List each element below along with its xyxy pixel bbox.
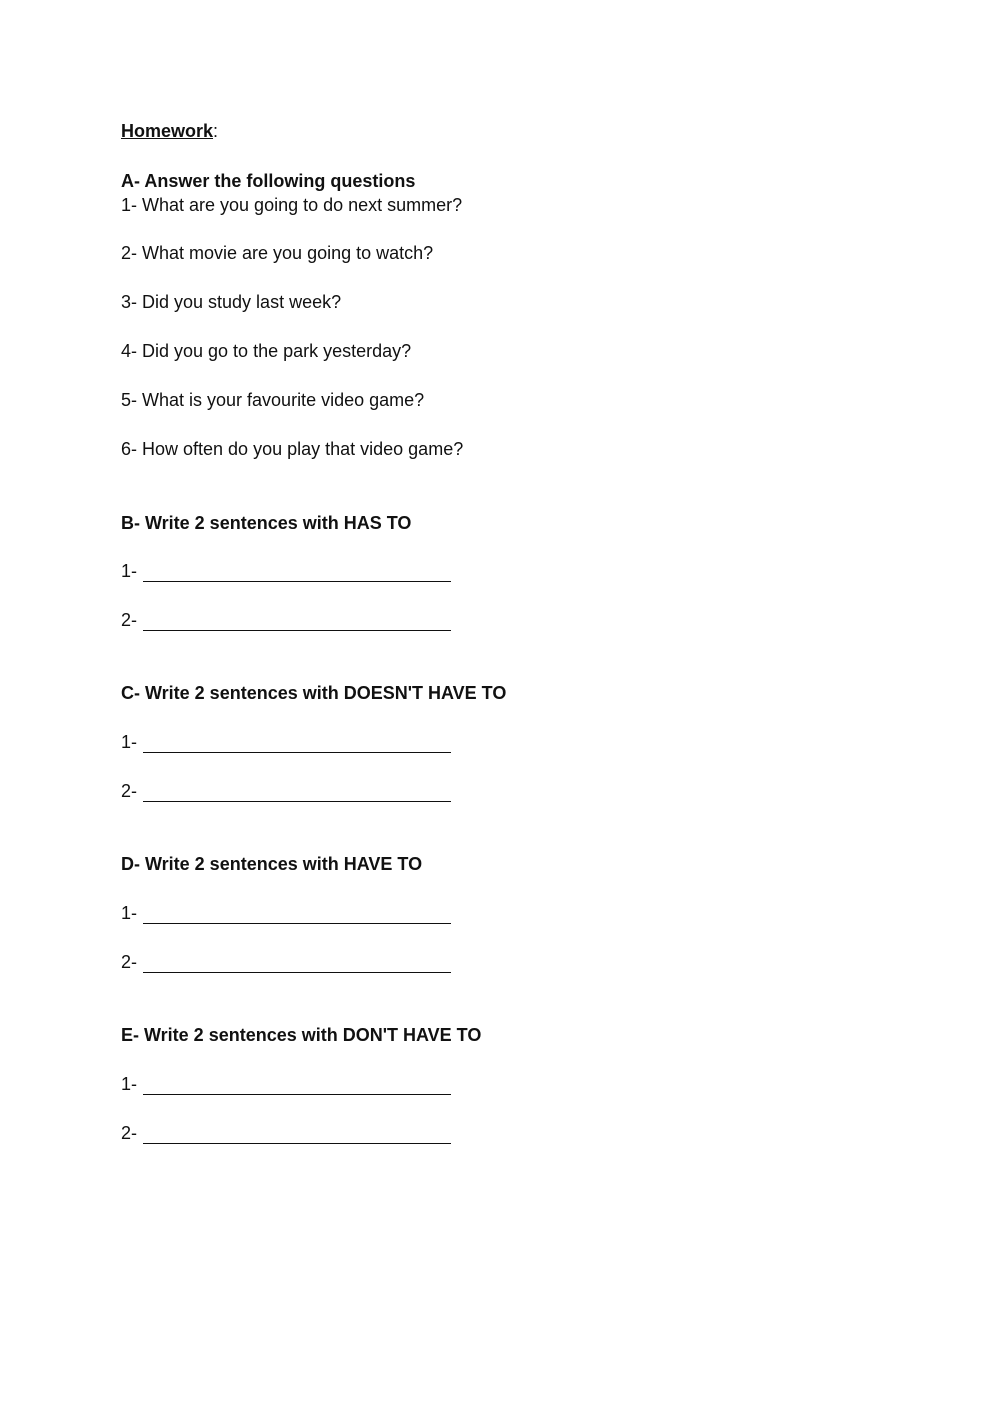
section-b-answer-1 <box>121 560 451 582</box>
answer-number: 1- <box>121 561 138 581</box>
question-1: 1- What are you going to do next summer? <box>121 195 463 215</box>
section-c-answer-1 <box>121 731 451 753</box>
section-a-title: A- Answer the following questions <box>121 171 416 191</box>
answer-number: 2- <box>121 1123 138 1143</box>
answer-number: 2- <box>121 781 138 801</box>
answer-blank-line[interactable] <box>143 784 451 802</box>
answer-blank-line[interactable] <box>143 564 451 582</box>
question-2: 2- What movie are you going to watch? <box>121 243 434 263</box>
answer-blank-line[interactable] <box>143 955 451 973</box>
section-c-answer-2 <box>121 780 451 802</box>
section-e-title: E- Write 2 sentences with DON'T HAVE TO <box>121 1025 482 1045</box>
section-b-answer-2 <box>121 609 451 631</box>
answer-number: 2- <box>121 952 138 972</box>
section-e-answer-1 <box>121 1073 451 1095</box>
question-6: 6- How often do you play that video game? <box>121 439 464 459</box>
answer-number: 1- <box>121 903 138 923</box>
answer-number: 1- <box>121 1074 138 1094</box>
answer-blank-line[interactable] <box>143 906 451 924</box>
section-d-answer-2 <box>121 951 451 973</box>
question-3: 3- Did you study last week? <box>121 292 342 312</box>
answer-blank-line[interactable] <box>143 735 451 753</box>
question-5: 5- What is your favourite video game? <box>121 390 425 410</box>
answer-blank-line[interactable] <box>143 1126 451 1144</box>
title-colon: : <box>213 121 219 141</box>
answer-number: 2- <box>121 610 138 630</box>
section-c-title: C- Write 2 sentences with DOESN'T HAVE TO <box>121 683 507 703</box>
answer-blank-line[interactable] <box>143 1077 451 1095</box>
question-4: 4- Did you go to the park yesterday? <box>121 341 412 361</box>
answer-number: 1- <box>121 732 138 752</box>
section-b-title: B- Write 2 sentences with HAS TO <box>121 513 412 533</box>
section-d-title: D- Write 2 sentences with HAVE TO <box>121 854 423 874</box>
section-d-answer-1 <box>121 902 451 924</box>
title-text: Homework <box>121 121 214 141</box>
section-e-answer-2 <box>121 1122 451 1144</box>
answer-blank-line[interactable] <box>143 613 451 631</box>
page-title <box>121 120 218 142</box>
